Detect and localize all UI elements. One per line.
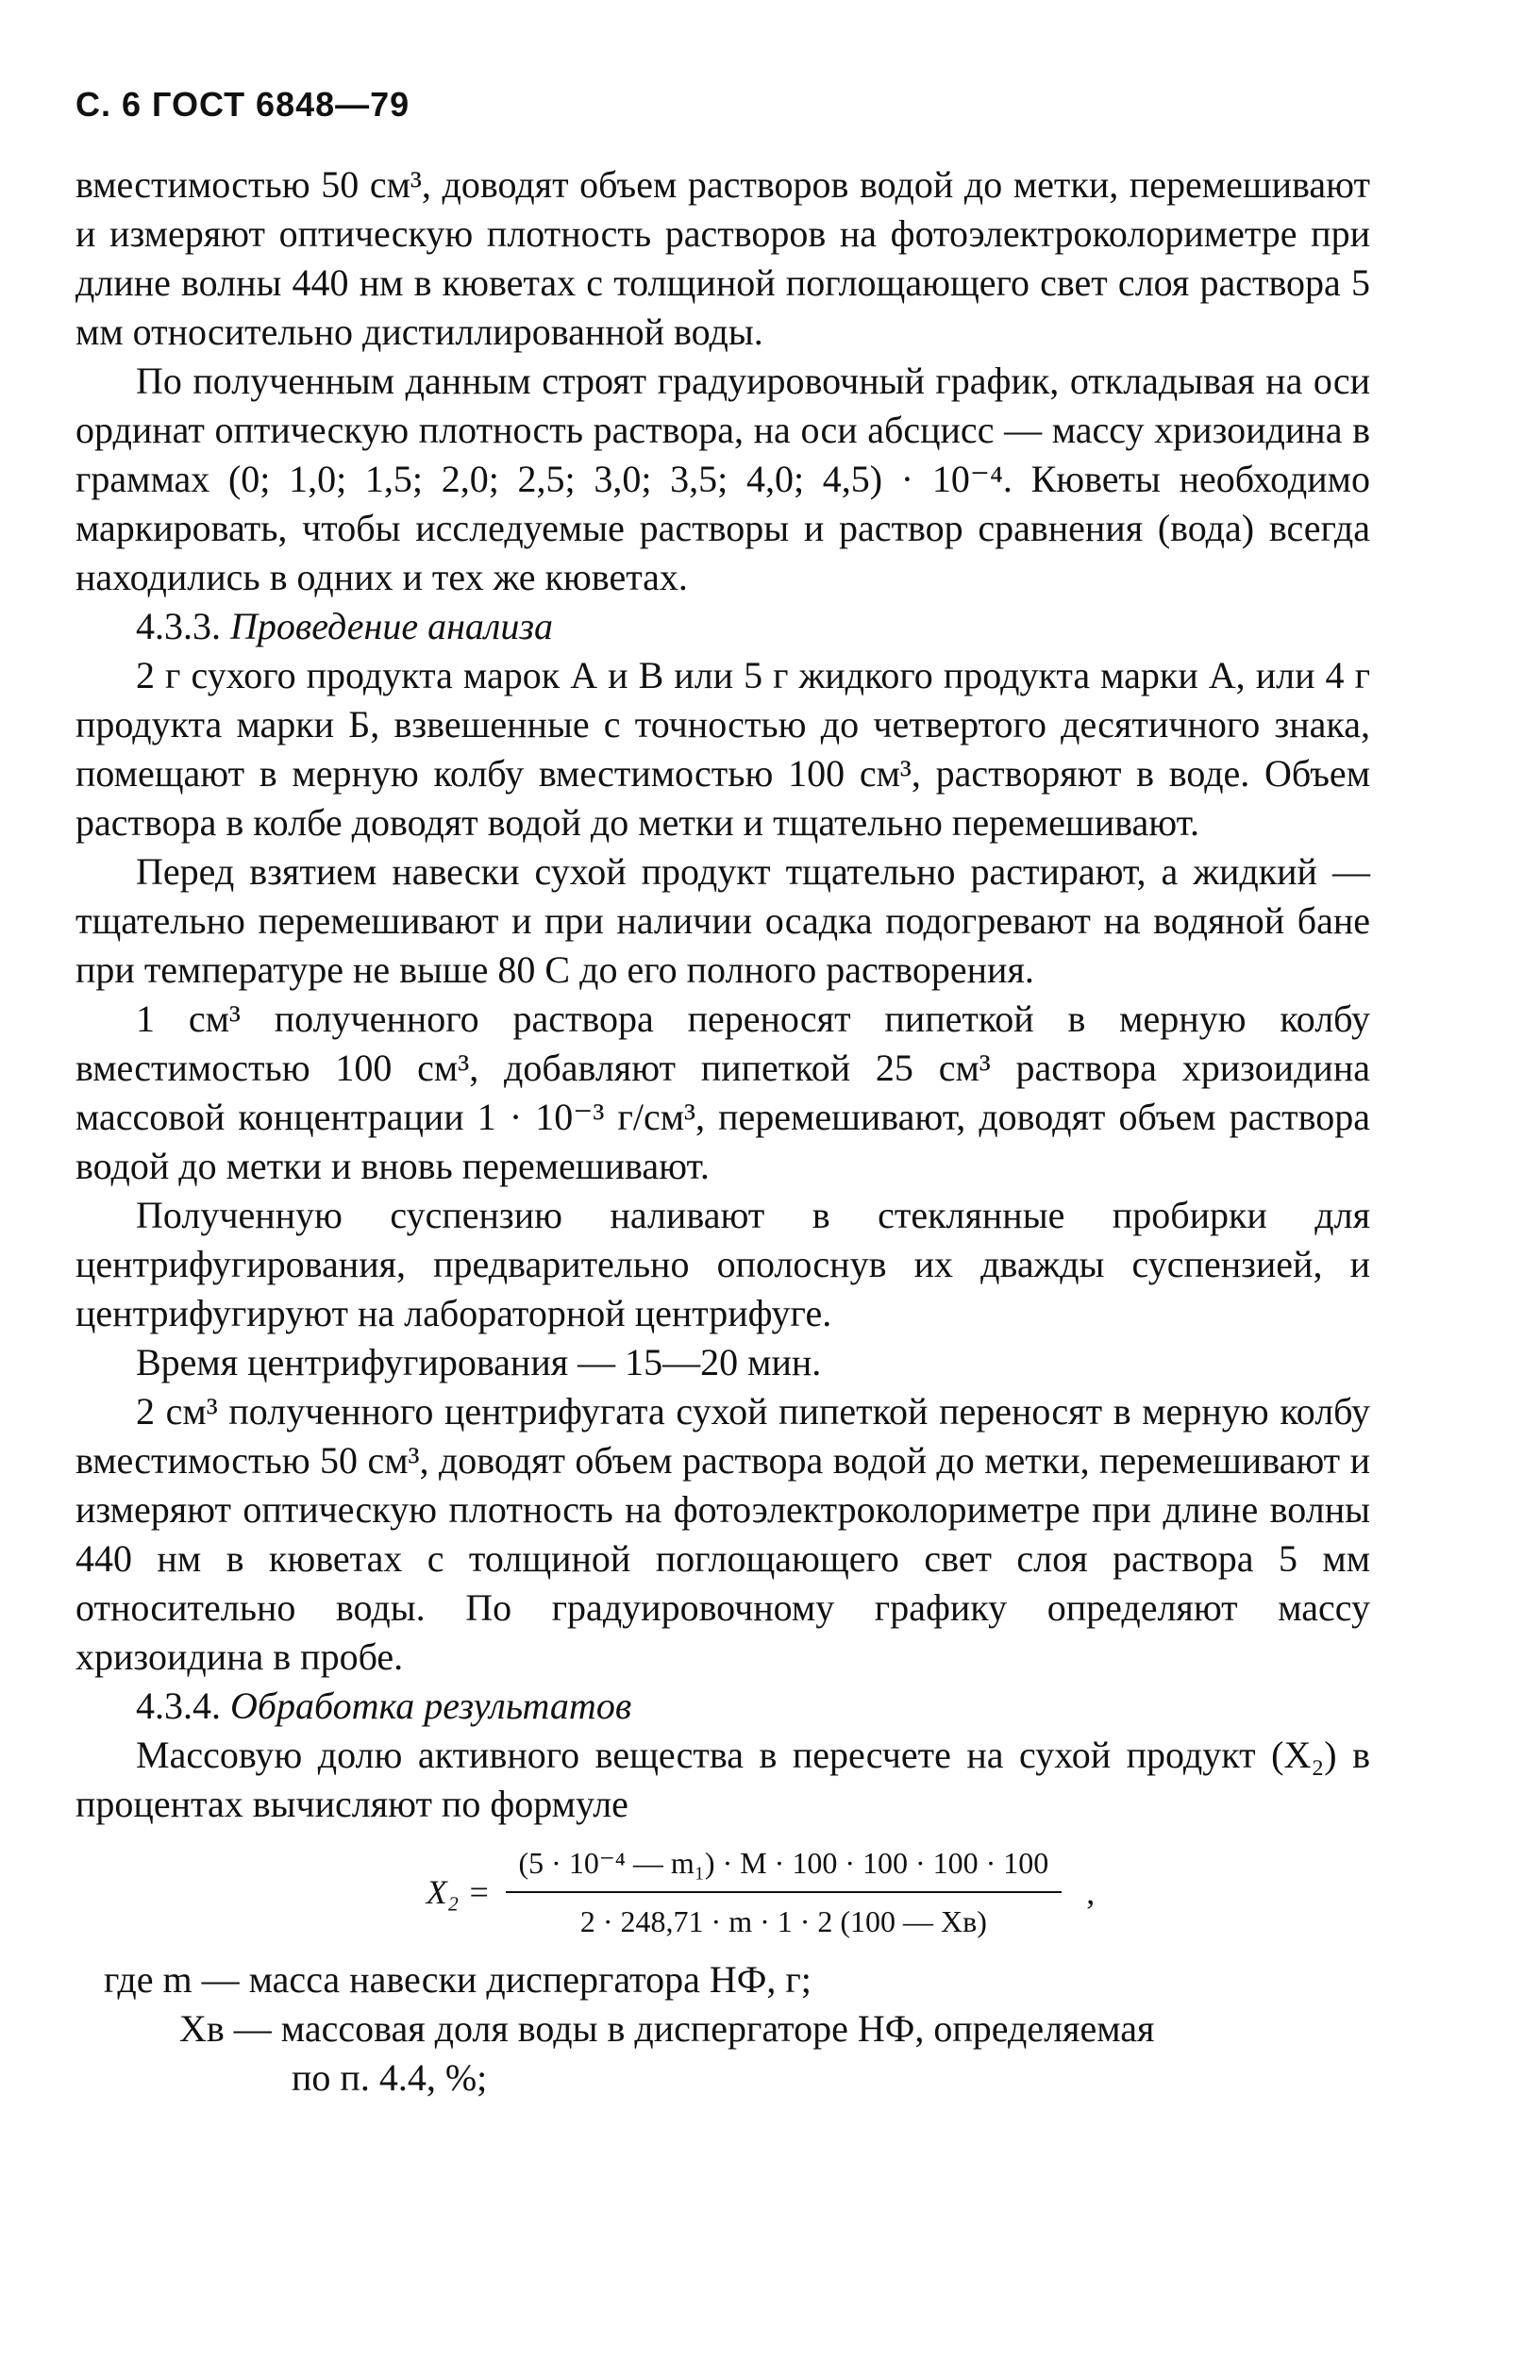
definition-text: массовая доля воды в диспергаторе НФ, определяемая <box>280 2007 1155 2050</box>
paragraph-preparation: Перед взятием навески сухой продукт тщательно растирают, а жидкий — тщательно перемешивают и при наличии осадка подогревают на водяной бане при температуре не выше 80 С до его полного растворения. <box>75 850 1370 991</box>
page-header: С. 6 ГОСТ 6848—79 <box>75 85 410 124</box>
paragraph-continuation: вместимостью 50 см³, доводят объем растворов водой до метки, перемешивают и измеряют оптическую плотность растворов на фотоэлектроколориметре при длине волны 440 нм в кюветах с толщиной поглощающего свет слоя раствора 5 мм относительно дистиллированной воды. <box>75 163 1370 353</box>
definitions <box>75 1955 1370 2103</box>
definition-row <box>75 2053 1370 2103</box>
section-number: 4.3.4. <box>136 1684 221 1727</box>
definition-text: масса навески диспергатора НФ, г; <box>248 1958 812 2001</box>
paragraph-calibration: По полученным данным строят градуировочный график, откладывая на оси ординат оптическую плотность раствора, на оси абсцисс — массу хризоидина в граммах (0; 1,0; 1,5; 2,0; 2,5; 3,0; 3,5; 4,0; 4,5) · 10⁻⁴. Кюветы необходимо маркировать, чтобы исследуемые растворы и раствор сравнения (вода) всегда находились в одних и тех же кюветах. <box>75 360 1370 598</box>
definition-symbol: Xв — <box>179 2007 272 2050</box>
document-body <box>75 160 1370 2103</box>
section-title: Проведение анализа <box>230 605 553 647</box>
paragraph-time: Время центрифугирования — 15—20 мин. <box>136 1341 822 1383</box>
section-number: 4.3.3. <box>136 605 221 647</box>
definition-text: по п. 4.4, %; <box>292 2056 488 2099</box>
definition-row <box>75 2004 1370 2053</box>
section-heading-4-3-3 <box>75 602 1370 651</box>
paragraph-suspension: Полученную суспензию наливают в стеклянные пробирки для центрифугирования, предварительно ополоснув их дважды суспензией, и центрифугируют на лабораторной центрифуге. <box>75 1194 1370 1334</box>
section-title: Обработка результатов <box>230 1684 632 1727</box>
section-heading-4-3-4 <box>75 1682 1370 1731</box>
formula-numerator: (5 · 10⁻⁴ — m₁) · M · 100 · 100 · 100 · 100 <box>506 1838 1063 1893</box>
formula-denominator: 2 · 248,71 · m · 1 · 2 (100 — Xв) <box>579 1904 987 1938</box>
paragraph-formula-intro: Массовую долю активного вещества в пересчете на сухой продукт (X₂) в процентах вычисляют по формуле <box>75 1734 1370 1825</box>
paragraph-transfer: 1 см³ полученного раствора переносят пипеткой в мерную колбу вместимостью 100 см³, добавляют пипеткой 25 см³ раствора хризоидина массовой концентрации 1 · 10⁻³ г/см³, перемешивают, доводят объем раствора водой до метки и вновь перемешивают. <box>75 997 1370 1187</box>
formula-lhs: X₂ = <box>426 1873 491 1911</box>
paragraph-centrifugate: 2 см³ полученного центрифугата сухой пипеткой переносят в мерную колбу вместимостью 50 см³, доводят объем раствора водой до метки, перемешивают и измеряют оптическую плотность на фотоэлектроколориметре при длине волны 440 нм в кюветах с толщиной поглощающего свет слоя раствора 5 мм относительно воды. По градуировочному графику определяют массу хризоидина в пробе. <box>75 1390 1370 1678</box>
definition-row <box>75 1955 1370 2004</box>
formula <box>151 1838 1370 1946</box>
definition-symbol: где m — <box>104 1958 240 2001</box>
formula-trailing: , <box>1086 1873 1096 1911</box>
paragraph-sample: 2 г сухого продукта марок А и В или 5 г жидкого продукта марки А, или 4 г продукта марки Б, взвешенные с точностью до четвертого десятичного знака, помещают в мерную колбу вместимостью 100 см³, растворяют в воде. Объем раствора в колбе доводят водой до метки и тщательно перемешивают. <box>75 654 1370 844</box>
definition-symbol <box>282 2053 292 2103</box>
formula-fraction <box>506 1838 1063 1946</box>
